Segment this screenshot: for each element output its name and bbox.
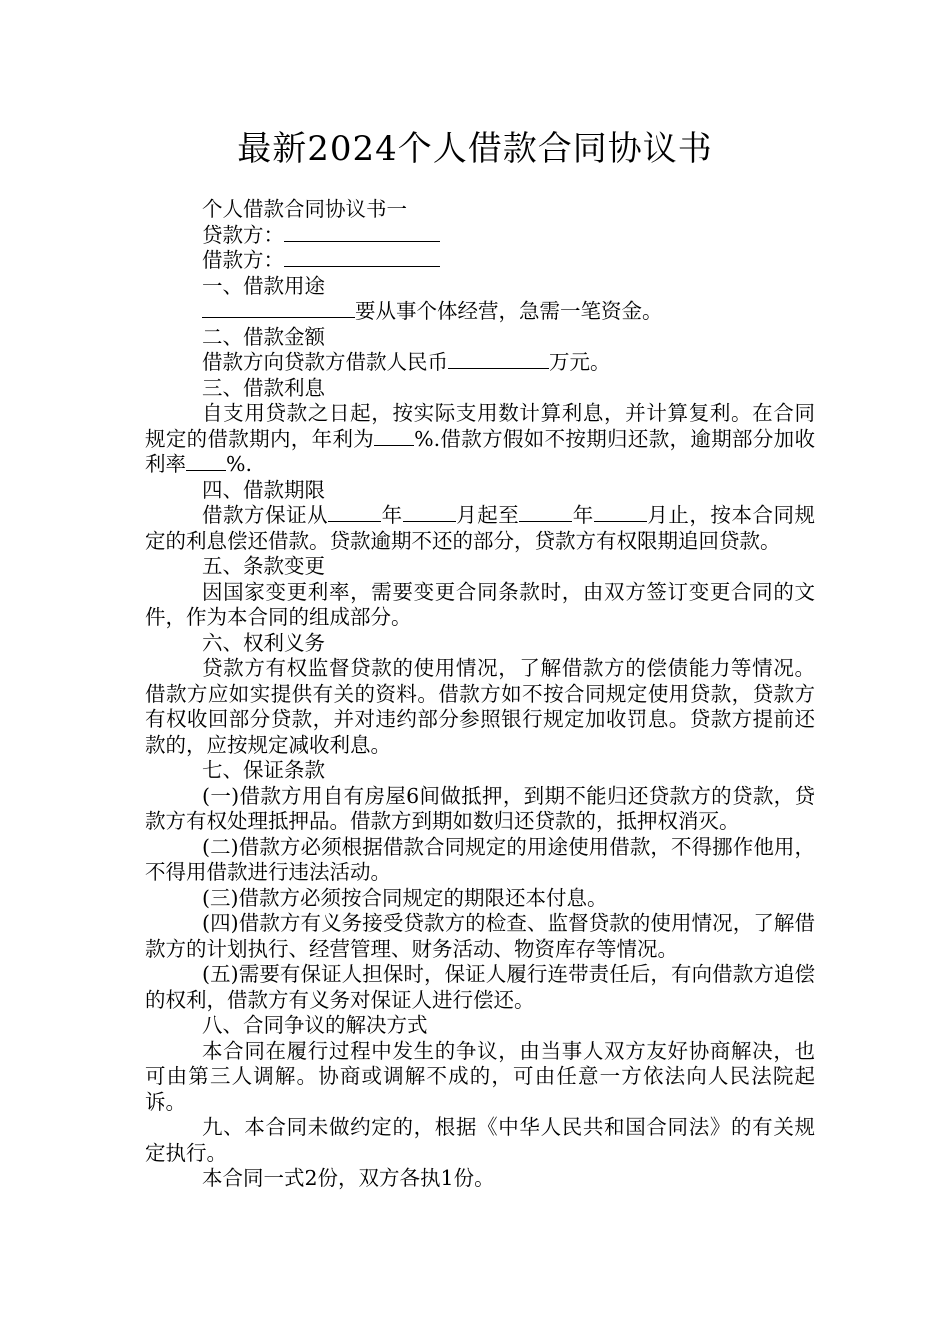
section-3-text-c: %.: [226, 452, 252, 476]
lender-label: 贷款方：: [202, 222, 284, 247]
section-1-heading: 一、借款用途: [202, 273, 325, 298]
section-4-text: [145, 503, 815, 554]
start-year-blank: [328, 503, 381, 522]
section-9-text: 九、本合同未做约定的，根据《中华人民共和国合同法》的有关规定执行。: [145, 1115, 815, 1165]
section-7-item-2: (二)借款方必须根据借款合同规定的用途使用借款，不得挪作他用，不得用借款进行违法活动。: [145, 834, 815, 884]
section-7-item-3: (三)借款方必须按合同规定的期限还本付息。: [202, 885, 608, 910]
section-3-text-b: %.借款方假如不按期归还款，逾期部分加收利率: [145, 426, 816, 476]
lender-line: [145, 223, 815, 249]
start-month-blank: [403, 503, 456, 522]
lender-blank: [284, 223, 440, 242]
document-body: [145, 197, 815, 1192]
section-4-text-a: 借款方保证从: [202, 503, 329, 527]
section-1-text-line: [145, 299, 815, 325]
section-4-year-1: 年: [381, 503, 403, 527]
section-8-heading: 八、合同争议的解决方式: [202, 1013, 428, 1037]
section-7-item-5: (五)需要有保证人担保时，保证人履行连带责任后，有向借款方追偿的权利，借款方有义务对保证人进行偿还。: [145, 962, 815, 1012]
section-7-item-4: (四)借款方有义务接受贷款方的检查、监督贷款的使用情况，了解借款方的计划执行、经营管理、财务活动、物资库存等情况。: [145, 911, 815, 961]
copies-text: 本合同一式2份，双方各执1份。: [202, 1166, 495, 1190]
section-4-month-1: 月起至: [455, 503, 520, 527]
section-4-text-b: 月止，按本合同规定的利息偿还借款。贷款逾期不还的部分，贷款方有权限期追回贷款。: [145, 503, 816, 553]
amount-blank: [448, 350, 549, 369]
subtitle: 个人借款合同协议书一: [202, 197, 407, 221]
borrower-line: [145, 248, 815, 274]
end-year-blank: [519, 503, 572, 522]
section-6-heading: 六、权利义务: [202, 630, 325, 655]
purpose-blank: [202, 299, 355, 318]
end-month-blank: [594, 503, 647, 522]
section-7-heading: 七、保证条款: [202, 758, 325, 782]
document-title: 最新2024个人借款合同协议书: [237, 129, 713, 169]
section-4-year-2: 年: [572, 503, 594, 527]
section-7-item-1: (一)借款方用自有房屋6间做抵押，到期不能归还贷款方的贷款，贷款方有权处理抵押品。借款方到期如数归还贷款的，抵押权消灭。: [145, 783, 815, 833]
section-2-heading: 二、借款金额: [202, 324, 325, 349]
section-5-text: 因国家变更利率，需要变更合同条款时，由双方签订变更合同的文件，作为本合同的组成部分。: [145, 579, 815, 629]
overdue-rate-blank: [186, 452, 226, 471]
section-5-heading: 五、条款变更: [202, 554, 325, 578]
annual-rate-blank: [374, 427, 414, 446]
section-8-text: 本合同在履行过程中发生的争议，由当事人双方友好协商解决，也可由第三人调解。协商或调解不成的，可由任意一方依法向人民法院起诉。: [145, 1038, 815, 1114]
borrower-blank: [284, 248, 440, 267]
section-4-heading: 四、借款期限: [202, 477, 325, 502]
section-2-text-line: [145, 350, 815, 376]
section-2-text-b: 万元。: [549, 350, 611, 374]
section-6-text: 贷款方有权监督贷款的使用情况，了解借款方的偿债能力等情况。借款方应如实提供有关的资料。借款方如不按合同规定使用贷款，贷款方有权收回部分贷款，并对违约部分参照银行规定加收罚息。贷款方提前还款的，应按规定减收利息。: [145, 656, 815, 757]
section-2-text-a: 借款方向贷款方借款人民币: [202, 350, 448, 374]
section-1-text: 要从事个体经营，急需一笔资金。: [355, 299, 663, 323]
section-3-text: [145, 401, 815, 478]
section-3-text-a: 自支用贷款之日起，按实际支用数计算利息，并计算复利。在合同规定的借款期内，年利为: [145, 401, 815, 451]
section-3-heading: 三、借款利息: [202, 375, 325, 400]
borrower-label: 借款方：: [202, 248, 284, 272]
